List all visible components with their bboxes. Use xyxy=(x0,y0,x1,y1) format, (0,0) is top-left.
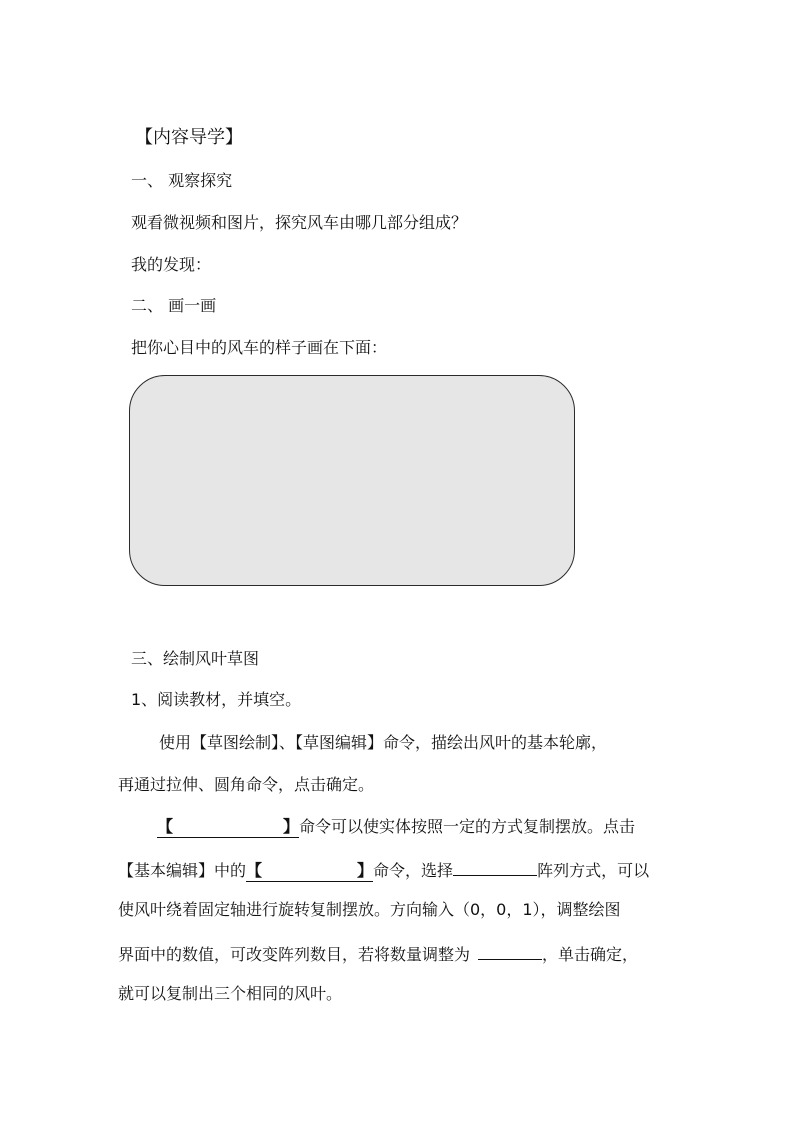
paragraph2-line: 【 】命令可以使实体按照一定的方式复制摆放。点击 xyxy=(157,817,636,836)
paragraph1-line2: 再通过拉伸、圆角命令，点击确定。 xyxy=(118,775,375,794)
section1-heading: 一、 观察探究 xyxy=(131,171,233,190)
quantity-blank[interactable] xyxy=(478,942,542,960)
array-type-blank[interactable] xyxy=(453,858,537,876)
section2-heading: 二、 画一画 xyxy=(131,296,217,315)
command-blank-2[interactable]: 【 】 xyxy=(246,861,374,880)
section2-instruction: 把你心目中的风车的样子画在下面： xyxy=(131,338,388,357)
paragraph3-line: 【基本编辑】中的【 】命令，选择 阵列方式，可以 xyxy=(118,858,649,882)
drawing-area[interactable] xyxy=(129,375,575,586)
paragraph5-line: 界面中的数值，可改变阵列数目，若将数量调整为 ，单击确定， xyxy=(118,942,638,965)
section3-item1: 1、阅读教材，并填空。 xyxy=(131,690,302,709)
section1-question: 观看微视频和图片，探究风车由哪几部分组成？ xyxy=(131,213,468,232)
paragraph4-line: 使风叶绕着固定轴进行旋转复制摆放。方向输入（0，0，1），调整绘图 xyxy=(118,900,621,919)
section3-heading: 三、绘制风叶草图 xyxy=(131,649,260,668)
section-title: 【内容导学】 xyxy=(135,127,243,148)
command-blank-1[interactable]: 【 】 xyxy=(157,817,300,836)
paragraph1-line1: 使用【草图绘制】、【草图编辑】命令，描绘出风叶的基本轮廓， xyxy=(159,733,608,752)
paragraph6-line: 就可以复制出三个相同的风叶。 xyxy=(118,984,343,1003)
section1-finding-label: 我的发现： xyxy=(131,255,212,274)
